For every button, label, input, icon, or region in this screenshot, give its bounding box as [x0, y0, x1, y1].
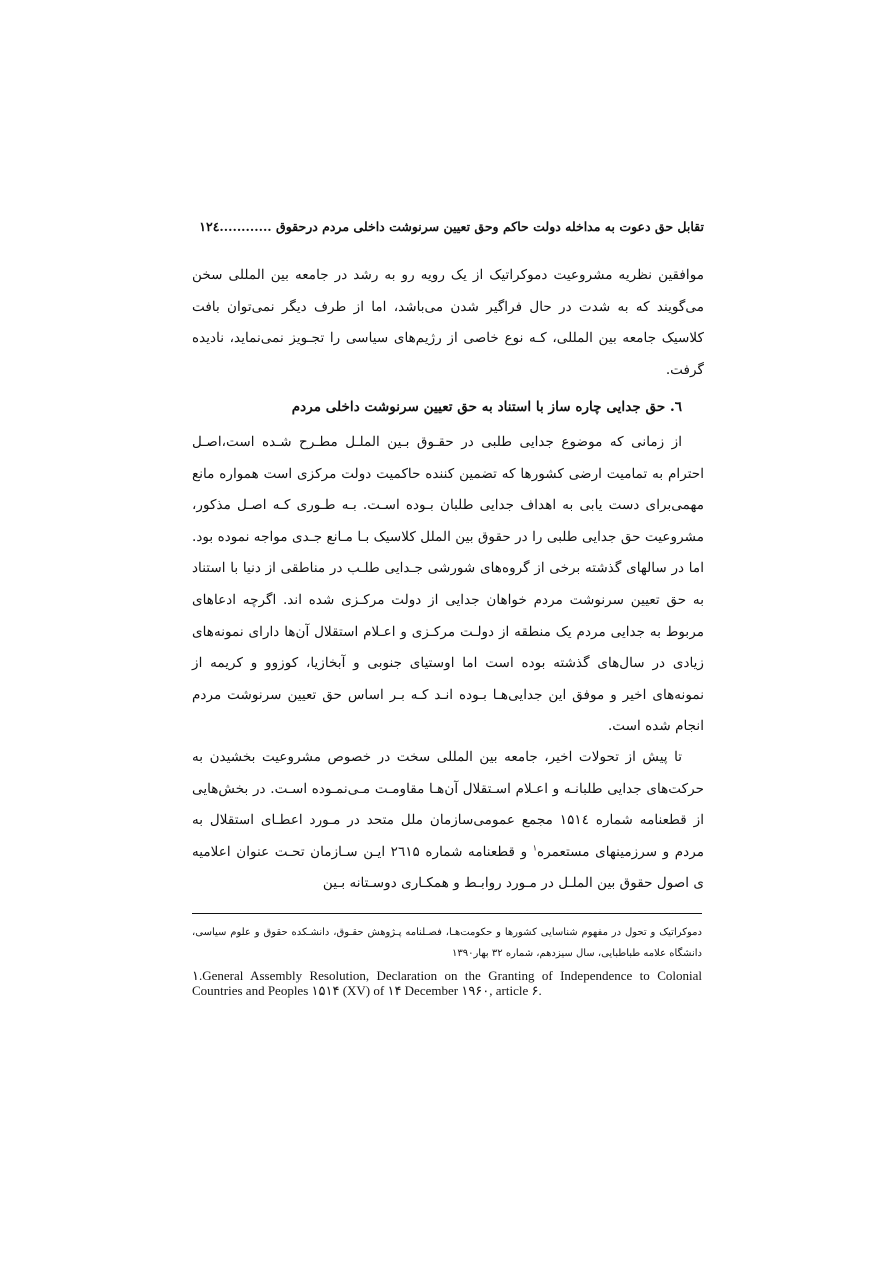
- paragraph-3-text: [192, 742, 704, 900]
- paragraph-2: [192, 427, 704, 743]
- paragraph-1-text: موافقین نظریه مشروعیت دموکراتیک از یک رویه رو به رشد در جامعه بین المللی سخن می‌گویند که به شدت در حال فراگیر شدن می‌باشد، اما از طرف دیگر نمی‌توان بافت کلاسیک جامعه بین المللی، کـه نوع خاصی از رژیم‌های سیاسی را تجـویز نمی‌نماید، نادیده گرفت.: [192, 267, 704, 378]
- paragraph-3-part-a: تا پیش از تحولات اخیر، جامعه بین المللی سخت در خصوص مشروعیت بخشیدن به حرکت‌های جدایی طلبانـه و اعـلام اسـتقلال آن‌هـا مقاومـت مـی‌نمـوده اسـت. در بخش‌هایی از قطعنامه شماره ۱۵۱٤ مجمع عمومی‌سازمان ملل متحد در مـورد اعطـای استقلال به مردم و سرزمینهای مستعمره: [192, 749, 704, 860]
- footnote-divider: [192, 913, 702, 914]
- footnote-persian: دموکراتیک و تحول در مفهوم شناسایی کشورها و حکومت‌هـا، فصـلنامه پـژوهش حقـوق، دانشـکده حقوق و علوم سیاسی، دانشگاه علامه طباطبایی، سال سیزدهم، شماره ۳۲ بهار۱۳۹۰: [192, 927, 702, 959]
- paragraph-2-text: از زمانی که موضوع جدایی طلبی در حقـوق بـین الملـل مطـرح شـده است،اصـل احترام به تمامیت ارضی کشورها که تضمین کننده حاکمیت دولت مرکزی است همواره مانع مهمی‌برای دست یابی به اهداف جدایی طلبان بـوده اسـت. بـه طـوری کـه اصـل مذکور، مشروعیت حق جدایی طلبی را در حقوق بین الملل کلاسیک بـا مـانع جـدی مواجه نموده بود. اما در سالهای گذشته برخی از گروه‌های شورشی جـدایی طلـب در مناطقی از دنیا با استناد به حق تعیین سرنوشت مردم خواهان جدایی از دولت مرکـزی شده اند. اگرچه ادعاهای مربوط به جدایی مردم یک منطقه از دولـت مرکـزی و اعـلام استقلال آن‌ها دارای نمونه‌های زیادی در سال‌های گذشته بوده است اما اوستیای جنوبی و آبخازیا، کوزوو و کریمه از نمونه‌های اخیر و موفق این جدایی‌هـا بـوده انـد کـه بـر اساس حق تعیین سرنوشت مردم انجام شده است.: [192, 434, 704, 735]
- paragraph-3: [192, 742, 704, 900]
- paragraph-1: [192, 260, 704, 386]
- footnote-english: ۱.General Assembly Resolution, Declaration on the Granting of Independence to Colonial Countries and Peoples ۱۵۱۴ (XV) of ۱۴ December ۱۹۶۰, article ۶.: [192, 968, 702, 998]
- footnote-marker: ۱: [532, 843, 538, 853]
- running-header: تقابل حق دعوت به مداخله دولت حاکم وحق تعیین سرنوشت داخلی مردم درحقوق ............۱۲٤: [199, 219, 704, 234]
- paragraph-3-part-b: و قطعنامه شماره ۲٦۱۵ ایـن سـازمان تحـت عنوان اعلامیه ی اصول حقوق بین الملـل در مـورد روابـط و همکـاری دوسـتانه بـین: [192, 843, 704, 892]
- section-heading: ٦. حق جدایی چاره ساز با استناد به حق تعیین سرنوشت داخلی مردم: [291, 399, 682, 415]
